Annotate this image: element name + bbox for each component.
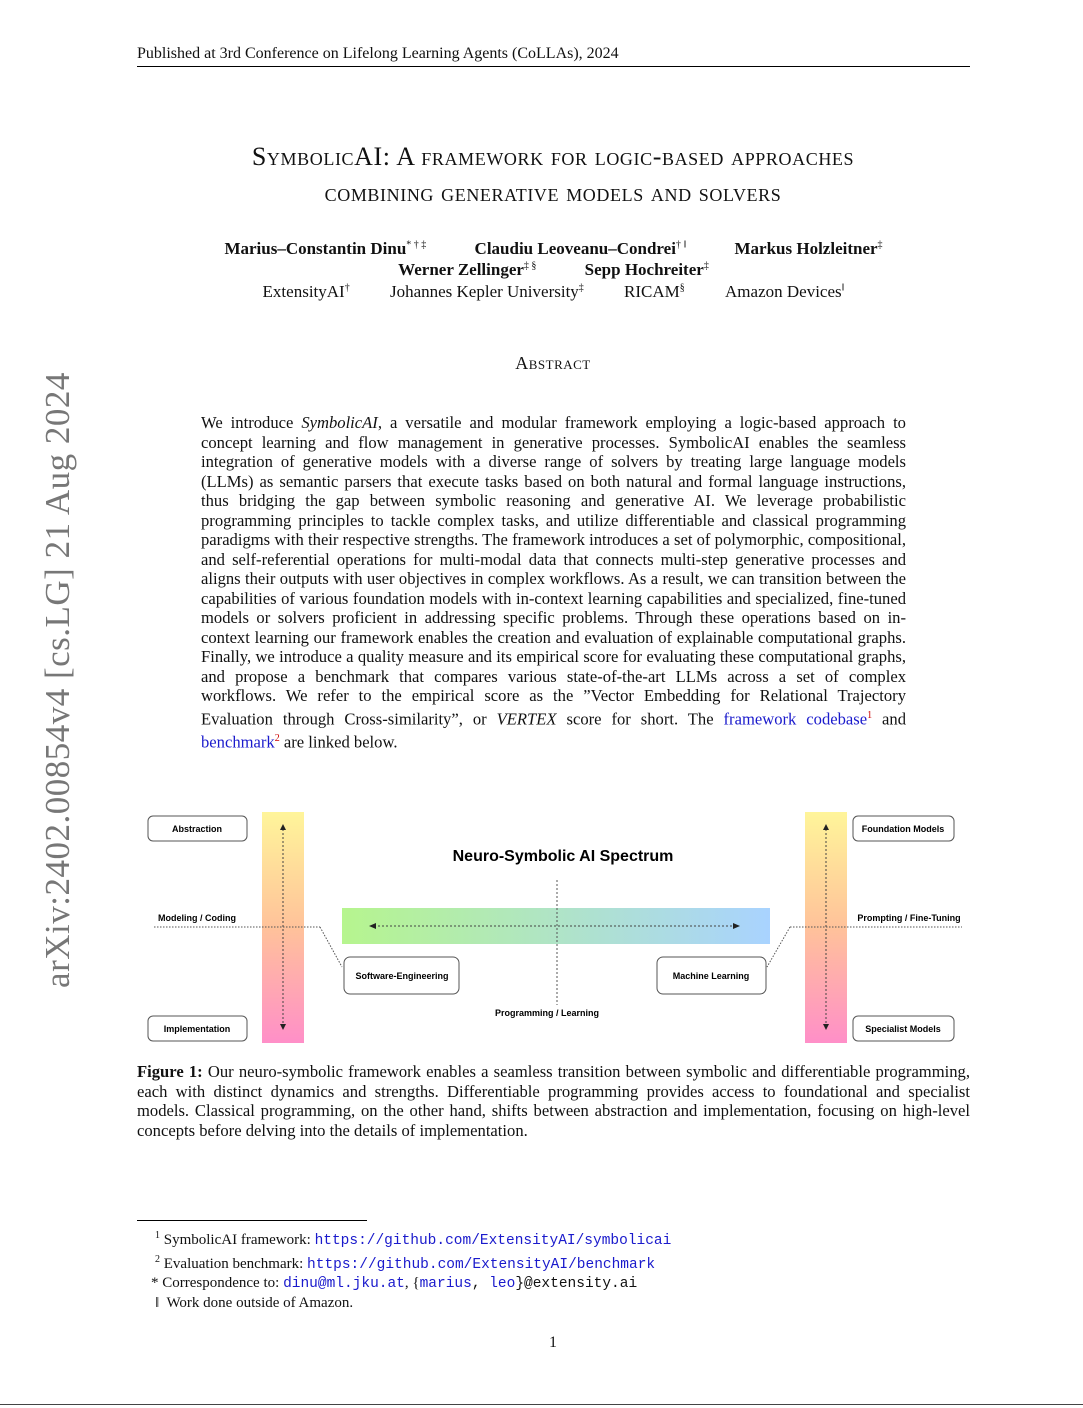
footnote-correspondence: * Correspondence to: dinu@ml.jku.at, {marius, leo}@extensity.ai: [151, 1275, 638, 1292]
framework-codebase-link[interactable]: framework codebase: [723, 709, 868, 729]
title-line-2: combining generative models and solvers: [324, 178, 782, 207]
running-header: Published at 3rd Conference on Lifelong Learning Agents (CoLLAs), 2024: [137, 45, 970, 67]
modeling-coding-label: Modeling / Coding: [158, 913, 236, 923]
implementation-label: Implementation: [163, 1024, 231, 1034]
affiliation: Johannes Kepler University‡: [389, 282, 584, 301]
caption-label: Figure 1:: [137, 1062, 203, 1081]
user-leo[interactable]: leo: [489, 1276, 516, 1292]
authors-row-1: [137, 239, 970, 259]
footnote-rule: [137, 1220, 367, 1221]
abstract-heading: Abstract: [515, 353, 591, 373]
author: Claudiu Leoveanu–Condrei† ‖: [474, 239, 687, 258]
abstract-body: We introduce SymbolicAI, a versatile and modular framework employing a logic-based approach to concept learning and flow management in generative processes. SymbolicAI enables the seamless integration of generative models with a diverse range of solvers by treating large language models (LLMs) as semantic parsers that execute tasks based on both natural and formal language instructions, thus bridging the gap between symbolic reasoning and generative AI. We leverage probabilistic programming principles to tackle complex tasks, and utilize differentiable and classical programming paradigms with their respective strengths. The framework introduces a set of polymorphic, compositional, and self-referential operations for multi-modal data that connects multi-step generative processes and aligns their outputs with user objectives in complex workflows. As a result, we can transition between the capabilities of various foundation models with in-context learning capabilities and specialized, fine-tuned models or solvers proficient in addressing specific problems. Through these operations based on in-context learning our framework enables the creation and evaluation of explainable computational graphs. Finally, we introduce a quality measure and its empirical score for evaluating these computational graphs, and propose a benchmark that compares various state-of-the-art LLMs across a set of complex workflows. We refer to the empirical score as the ”Vector Embedding for Relational Trajectory Evaluation through Cross-similarity”, or VERTEX score for short. The framework codebase$^1$ and benchmark$^2$ are linked below.: [201, 413, 907, 752]
software-engineering-label: Software-Engineering: [355, 971, 449, 981]
benchmark-link[interactable]: benchmark: [201, 732, 275, 752]
foundation-models-label: Foundation Models: [861, 824, 945, 834]
author: Werner Zellinger‡ §: [398, 260, 537, 279]
bottom-border: [0, 1404, 1083, 1405]
affiliation: RICAM§: [624, 282, 685, 301]
specialist-models-label: Specialist Models: [865, 1024, 941, 1034]
affiliations: [137, 282, 970, 302]
paper-title: [100, 139, 1006, 211]
prompting-finetuning-label: Prompting / Fine-Tuning: [857, 913, 961, 923]
footnotes: [151, 1227, 672, 1312]
authors-row-2: [137, 260, 970, 280]
symbolicai-url-link[interactable]: https://github.com/ExtensityAI/symbolicai: [314, 1233, 672, 1249]
machine-learning-label: Machine Learning: [672, 971, 750, 981]
framework-name: SymbolicAI: [301, 413, 378, 432]
benchmark-url-link[interactable]: https://github.com/ExtensityAI/benchmark: [307, 1256, 656, 1273]
author: Markus Holzleitner‡: [734, 239, 883, 258]
footnote-1: $^1$ SymbolicAI framework: https://github.com/ExtensityAI/symbolicai: [155, 1230, 672, 1249]
footnote-amazon: ‖ Work done outside of Amazon.: [155, 1294, 354, 1311]
programming-learning-label: Programming / Learning: [494, 1008, 600, 1018]
figure-title: Neuro-Symbolic AI Spectrum: [452, 848, 674, 865]
arxiv-watermark: arXiv:2402.00854v4 [cs.LG] 21 Aug 2024: [38, 372, 77, 988]
affiliation: Amazon Devices‖: [725, 282, 845, 301]
figure-neuro-symbolic-spectrum: [140, 805, 970, 1050]
email-link[interactable]: dinu@ml.jku.at: [283, 1276, 405, 1292]
author: Sepp Hochreiter‡: [584, 260, 709, 279]
title-line-1: SymbolicAI: A framework for logic-based approaches: [251, 142, 855, 171]
abstraction-label: Abstraction: [171, 824, 223, 834]
affiliation: ExtensityAI†: [262, 282, 350, 301]
vertex-term: VERTEX: [496, 709, 557, 729]
footnote-2: $^2$ Evaluation benchmark: https://github.com/ExtensityAI/benchmark: [155, 1253, 656, 1273]
author: Marius–Constantin Dinu* † ‡: [224, 239, 427, 258]
figure-caption: Figure 1: Our neuro-symbolic framework enables a seamless transition between symbolic and differentiable programming, each with distinct dynamics and strengths. Differentiable programming provides access to foundational and specialist models. Classical programming, on the other hand, shifts between abstraction and implementation, focusing on high-level concepts before delving into the details of implementation.: [137, 1062, 970, 1140]
page-number: 1: [549, 1334, 557, 1351]
user-marius[interactable]: marius: [419, 1276, 472, 1292]
